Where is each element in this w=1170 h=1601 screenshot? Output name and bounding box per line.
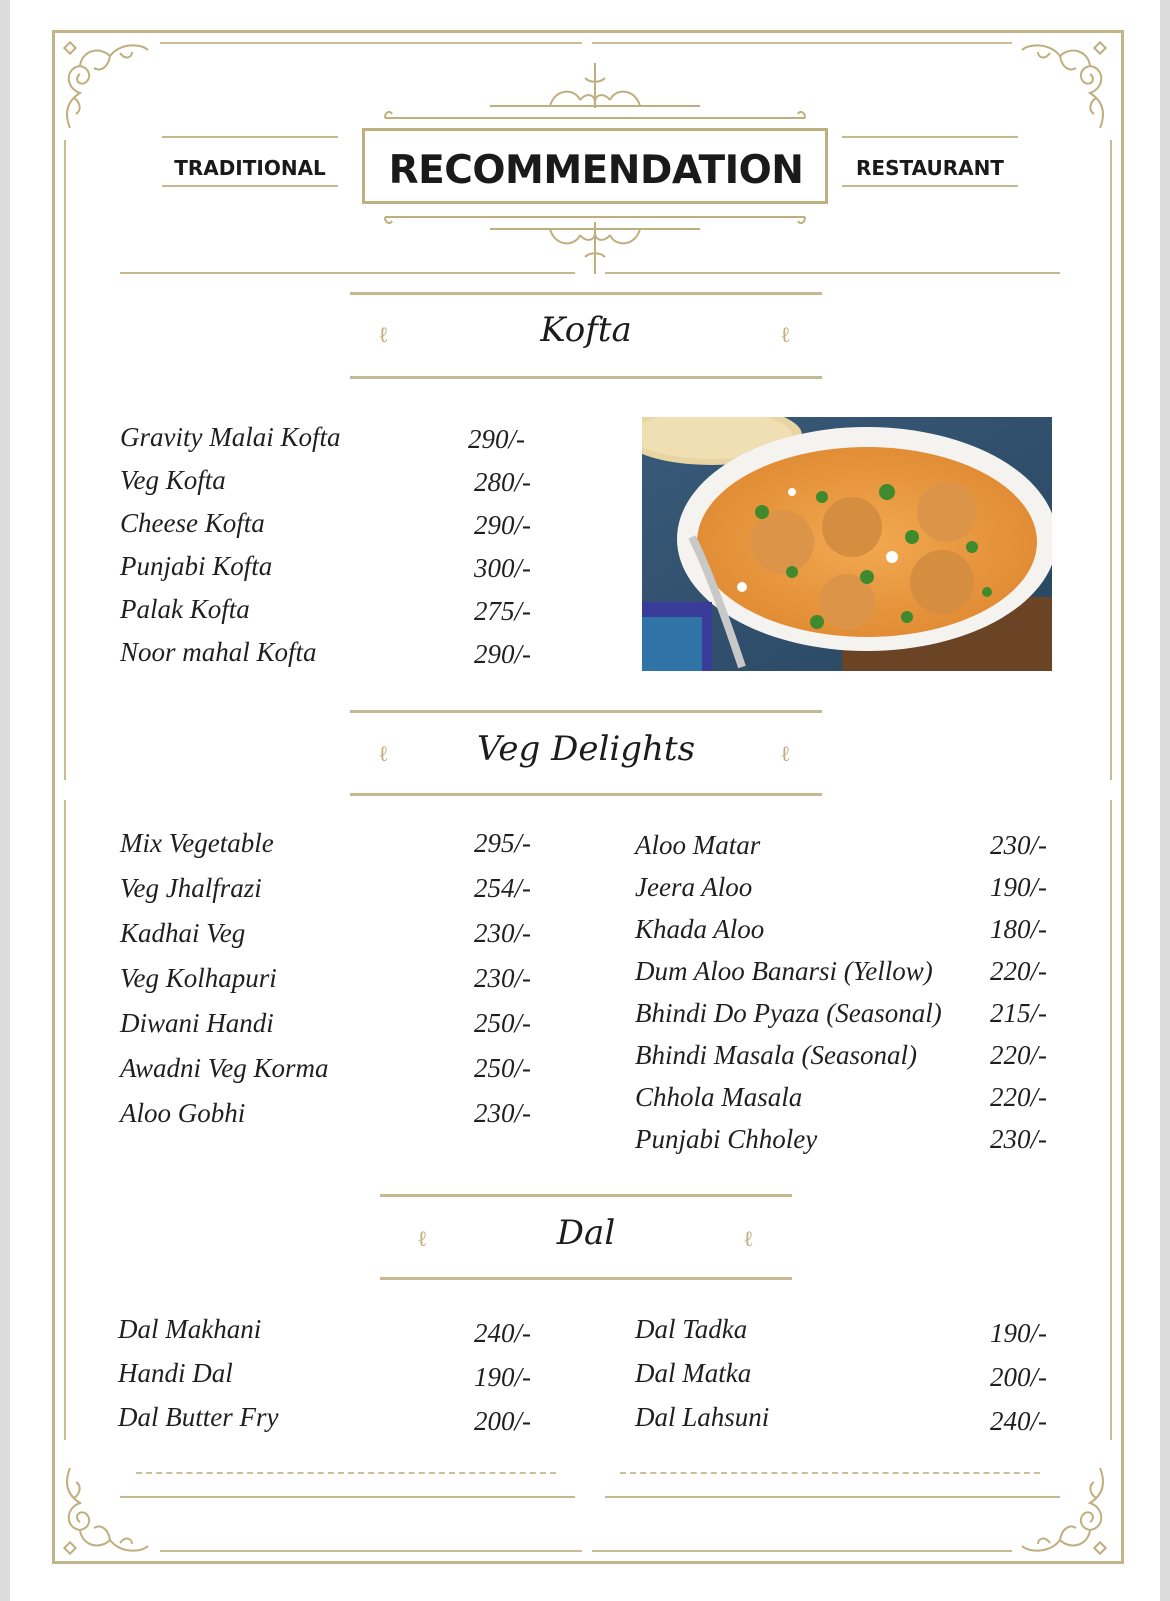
menu-item-price: 190/-	[474, 1362, 531, 1392]
section-rule-top	[350, 710, 822, 713]
menu-item-price: 275/-	[474, 596, 531, 626]
divider	[162, 136, 338, 138]
menu-item-price: 220/-	[990, 1082, 1047, 1112]
inner-border-bottom-right	[592, 1550, 1012, 1552]
menu-item-name: Veg Kofta	[120, 465, 226, 495]
menu-item-price: 180/-	[990, 914, 1047, 944]
section-rule-top	[380, 1194, 792, 1197]
section-title-dal: Dal	[556, 1213, 616, 1253]
menu-item-price: 290/-	[468, 424, 525, 454]
divider	[842, 136, 1018, 138]
menu-item-price: 200/-	[990, 1362, 1047, 1392]
menu-item-price: 254/-	[474, 873, 531, 903]
inner-border-top-left	[160, 42, 582, 44]
corner-flourish-icon	[60, 38, 150, 128]
page-title: RECOMMENDATION	[388, 148, 804, 193]
menu-item-price: 230/-	[474, 1098, 531, 1128]
menu-item-name: Aloo Gobhi	[120, 1098, 246, 1128]
malai-kofta-photo	[642, 417, 1052, 671]
menu-item-name: Dal Tadka	[635, 1314, 748, 1344]
menu-item-name: Gravity Malai Kofta	[120, 422, 341, 452]
menu-item-price: 280/-	[474, 467, 531, 497]
menu-item-name: Khada Aloo	[635, 914, 765, 944]
section-rule-bottom	[380, 1277, 792, 1280]
menu-item-name: Punjabi Kofta	[120, 551, 273, 581]
menu-item-price: 290/-	[474, 510, 531, 540]
menu-item-name: Dal Matka	[635, 1358, 752, 1388]
section-rule-bottom	[350, 376, 822, 379]
menu-item-name: Diwani Handi	[120, 1008, 274, 1038]
section-rule-top	[350, 292, 822, 295]
menu-item-name: Veg Kolhapuri	[120, 963, 277, 993]
menu-item-price: 230/-	[474, 918, 531, 948]
menu-item-name: Palak Kofta	[120, 594, 250, 624]
menu-item-price: 220/-	[990, 956, 1047, 986]
menu-item-name: Noor mahal Kofta	[120, 637, 317, 667]
menu-item-name: Dum Aloo Banarsi (Yellow)	[635, 956, 933, 986]
corner-flourish-icon	[60, 1468, 150, 1558]
menu-item-price: 240/-	[990, 1406, 1047, 1436]
header-top-flourish-icon	[380, 58, 810, 128]
ornament-icon: ℓ	[780, 742, 791, 767]
menu-item-name: Punjabi Chholey	[635, 1124, 818, 1154]
ornament-icon: ℓ	[378, 323, 389, 348]
menu-item-price: 215/-	[990, 998, 1047, 1028]
menu-item-name: Mix Vegetable	[120, 828, 274, 858]
section-title-veg-delights: Veg Delights	[476, 729, 696, 769]
ornament-icon: ℓ	[378, 742, 389, 767]
menu-item-price: 300/-	[474, 553, 531, 583]
section-rule-bottom	[350, 793, 822, 796]
menu-item-price: 220/-	[990, 1040, 1047, 1070]
menu-item-name: Kadhai Veg	[120, 918, 246, 948]
menu-item-name: Dal Lahsuni	[635, 1402, 770, 1432]
menu-item-name: Bhindi Masala (Seasonal)	[635, 1040, 917, 1070]
menu-item-price: 190/-	[990, 872, 1047, 902]
header-left-label: TRADITIONAL	[174, 156, 326, 180]
inner-border-right-bottom	[1110, 800, 1112, 1440]
menu-item-name: Jeera Aloo	[635, 872, 753, 902]
inner-border-bottom-left	[160, 1550, 582, 1552]
menu-item-name: Cheese Kofta	[120, 508, 265, 538]
dashed-divider	[136, 1472, 556, 1474]
corner-flourish-icon	[1020, 1468, 1110, 1558]
menu-item-name: Chhola Masala	[635, 1082, 803, 1112]
menu-item-price: 200/-	[474, 1406, 531, 1436]
inner-border-left-top	[64, 140, 66, 780]
section-title-kofta: Kofta	[540, 310, 632, 350]
divider	[162, 185, 338, 187]
inner-border-right-top	[1110, 140, 1112, 780]
menu-item-name: Dal Makhani	[118, 1314, 262, 1344]
menu-item-price: 290/-	[474, 639, 531, 669]
dashed-divider	[620, 1472, 1040, 1474]
ornament-icon: ℓ	[417, 1227, 428, 1252]
ornament-icon: ℓ	[780, 323, 791, 348]
menu-item-price: 240/-	[474, 1318, 531, 1348]
inner-border-top-right	[592, 42, 1012, 44]
menu-item-name: Aloo Matar	[635, 830, 761, 860]
menu-item-price: 190/-	[990, 1318, 1047, 1348]
menu-item-name: Awadni Veg Korma	[120, 1053, 329, 1083]
corner-flourish-icon	[1020, 38, 1110, 128]
divider	[842, 185, 1018, 187]
header-right-label: RESTAURANT	[856, 156, 1004, 180]
menu-item-price: 295/-	[474, 828, 531, 858]
menu-item-price: 230/-	[990, 1124, 1047, 1154]
menu-item-price: 250/-	[474, 1008, 531, 1038]
menu-item-name: Handi Dal	[118, 1358, 233, 1388]
divider	[120, 1496, 575, 1498]
menu-item-name: Veg Jhalfrazi	[120, 873, 262, 903]
menu-item-name: Bhindi Do Pyaza (Seasonal)	[635, 998, 942, 1028]
divider	[605, 272, 1060, 274]
menu-item-name: Dal Butter Fry	[118, 1402, 279, 1432]
menu-item-price: 230/-	[474, 963, 531, 993]
divider	[605, 1496, 1060, 1498]
ornament-icon: ℓ	[743, 1227, 754, 1252]
menu-item-price: 230/-	[990, 830, 1047, 860]
menu-item-price: 250/-	[474, 1053, 531, 1083]
divider	[120, 272, 575, 274]
menu-page	[10, 0, 1160, 1601]
inner-border-left-bottom	[64, 800, 66, 1440]
